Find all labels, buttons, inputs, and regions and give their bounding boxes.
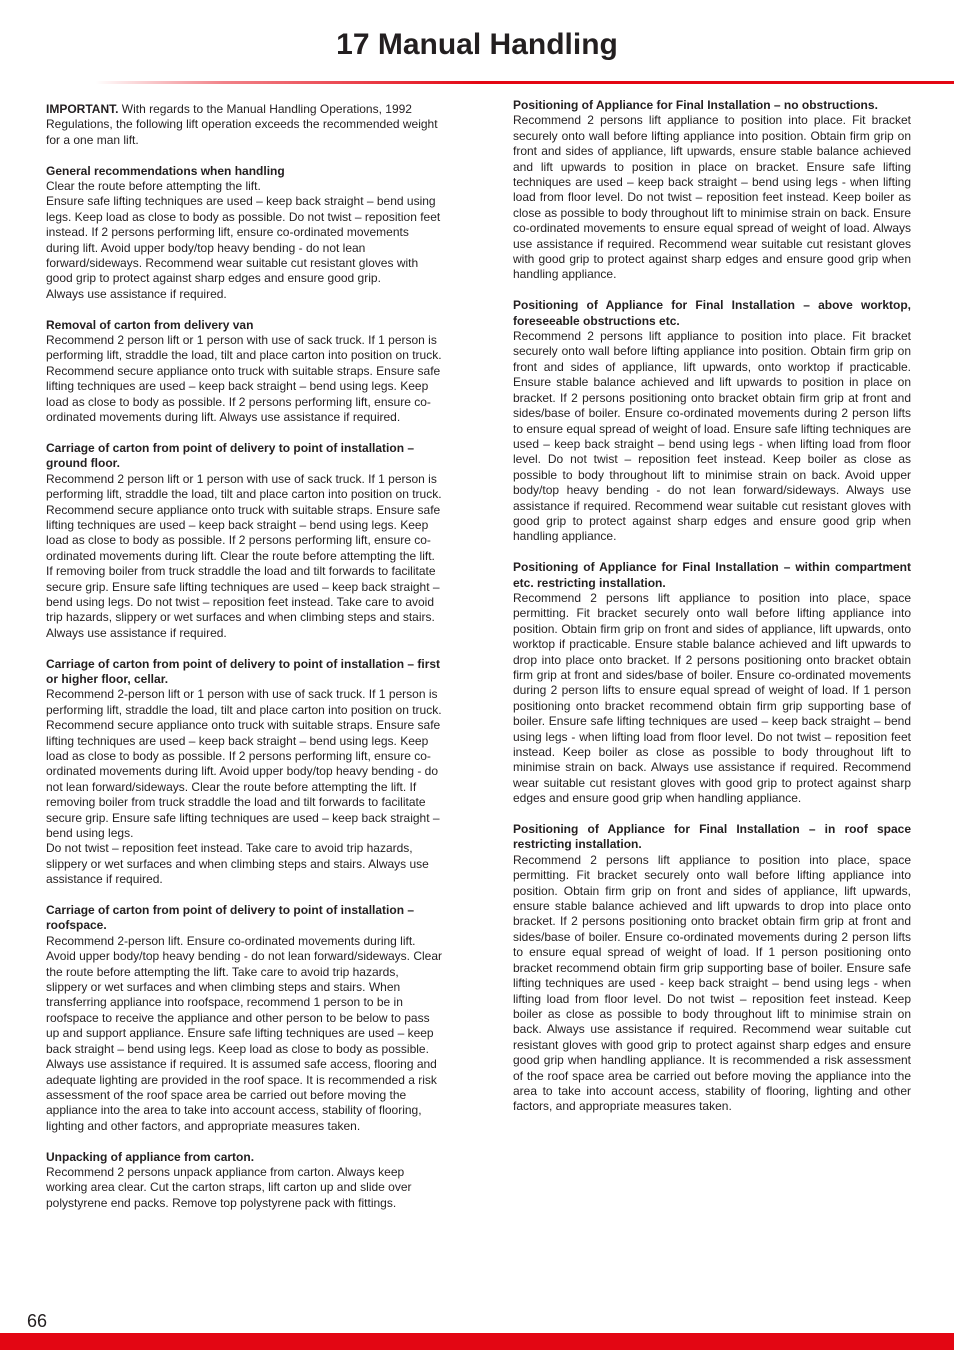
section-body: Recommend 2 persons lift appliance to position into place. Fit bracket securely onto wall before lifting appliance into position. Obtain firm grip on front and sides of appliance, lift upwards, ensure stable balance achieved and lift upwards to position in place on bracket. Ensure safe lifting techniques are used – keep back straight – bend using legs - when lifting load from floor level. Do not twist – reposition feet instead. Keep boiler as close as possible to body throughout lift to minimise strain on back. Ensure co-ordinated movements to ensure equal spread of weight of load. Always use assistance if required. Recommend wear suitable cut resistant gloves with good grip to protect against sharp edges and ensure good grip when handling appliance. xyxy=(513,113,911,282)
page-number: 66 xyxy=(27,1311,48,1331)
section-general-recommendations xyxy=(46,164,443,303)
section-unpacking xyxy=(46,1150,443,1212)
section-carriage-first-floor xyxy=(46,657,443,888)
section-removal-from-van xyxy=(46,318,443,426)
section-heading: Carriage of carton from point of delivery to point of installation – roofspace. xyxy=(46,903,415,933)
section-above-worktop xyxy=(513,298,911,545)
section-roof-space xyxy=(513,822,911,1115)
section-heading: General recommendations when handling xyxy=(46,163,285,178)
section-heading: Positioning of Appliance for Final Installation – above worktop, foreseeable obstructions etc. xyxy=(513,298,911,328)
section-body: Recommend 2 persons unpack appliance from carton. Always keep working area clear. Cut the carton straps, lift carton up and slide over polystyrene end packs. Remove top polystyrene pack with fittings. xyxy=(46,1164,412,1210)
section-body: Recommend 2 persons lift appliance to position into place. Fit bracket securely onto wall before lifting appliance into position. Obtain firm grip on front and sides of appliance, lift upwards, onto worktop if practicable. Ensure stable balance achieved and lift upwards to position in place on bracket. If 2 persons positioning onto bracket obtain firm grip at front and sides/base of boiler. Ensure co-ordinated movements during 2 person lifts to ensure equal spread of weight of load. Ensure safe lifting techniques are used – keep back straight – bend using legs - when lifting load from floor level. Do not twist – reposition feet instead. Keep boiler as close as possible to body throughout lift to minimise strain on back. Avoid upper body/top heavy bending - do not lean forward/sideways. Always use assistance if required. Recommend wear suitable cut resistant gloves with good grip to protect against sharp edges and ensure good grip when handling appliance. xyxy=(513,329,911,544)
section-important xyxy=(46,102,443,148)
left-column xyxy=(46,102,443,1227)
section-body: With regards to the Manual Handling Operations, 1992 Regulations, the following lift operation exceeds the recommended weight for a one man lift. xyxy=(46,102,438,147)
page-title: 17 Manual Handling xyxy=(336,28,618,61)
right-column xyxy=(513,98,911,1130)
section-heading: Carriage of carton from point of delivery to point of installation – ground floor. xyxy=(46,440,415,471)
section-carriage-ground-floor xyxy=(46,441,443,641)
section-heading: Removal of carton from delivery van xyxy=(46,317,254,332)
section-body: Recommend 2 persons lift appliance to position into place, space permitting. Fit bracket securely onto wall before lifting appliance into position. Obtain firm grip on front and sides of appliance, lift upwards, ensure stable balance achieved and lift upwards to drop into place onto bracket. If 2 persons positioning onto bracket obtain firm grip at front and sides/base of boiler. Ensure co-ordinated movements during 2 person lifts to ensure equal spread of weight of load. If 1 person positioning onto bracket recommend obtain firm grip supporting base of boiler. Ensure safe lifting techniques are used - keep back straight – bend using legs - when lifting load from floor level. Do not twist – reposition feet instead. Keep boiler as close as possible to body throughout lift to minimise strain on back. Always use assistance if required. Recommend wear suitable cut resistant gloves with good grip to protect against sharp edges and ensure good grip when handling appliance. It is recommended a risk assessment of the roof space area be carried out before moving the appliance into the area to take into account access, stability of flooring, lighting and other factors, and appropriate measures taken. xyxy=(513,852,911,1114)
section-body: Recommend 2-person lift or 1 person with use of sack truck. If 1 person is performing lift, straddle the load, tilt and place carton into position on truck. Recommend secure appliance onto truck with suitable straps. Ensure safe lifting techniques are used – keep back straight – bend using legs. Keep load as close to body as possible. If 2 persons performing lift, ensure co-ordinated movements during lift. Avoid upper body/top heavy bending - do not lean forward/sideways. Clear the route before attempting the lift. If removing boiler from truck straddle the load and tilt forwards to facilitate secure grip. Ensure safe lifting techniques are used – keep back straight – bend using legs. Do not twist – reposition feet instead. Take care to avoid trip hazards, slippery or wet surfaces and when climbing steps and stairs. Always use assistance if required. xyxy=(46,687,442,887)
section-body: Recommend 2 person lift or 1 person with use of sack truck. If 1 person is performing lift, straddle the load, tilt and place carton into position on truck. Recommend secure appliance onto truck with suitable straps. Ensure safe lifting techniques are used – keep back straight – bend using legs. Keep load as close to body as possible. If 2 persons performing lift, ensure co-ordinated movements during lift. Clear the route before attempting the lift. If removing boiler from truck straddle the load and tilt forwards to facilitate secure grip. Ensure safe lifting techniques are used – keep back straight – bend using legs. Do not twist – reposition feet instead. Take care to avoid trip hazards, slippery or wet surfaces and when climbing steps and stairs. Always use assistance if required. xyxy=(46,471,442,640)
section-within-compartment xyxy=(513,560,911,807)
section-body: Recommend 2 person lift or 1 person with use of sack truck. If 1 person is performing lift, straddle the load, tilt and place carton into position on truck. Recommend secure appliance onto truck with suitable straps. Ensure safe lifting techniques are used – keep back straight – bend using legs. Keep load as close to body as possible. If 2 persons performing lift, ensure co-ordinated movements during lift. Always use assistance if required. xyxy=(46,333,442,425)
section-heading: Positioning of Appliance for Final Installation – in roof space restricting installation. xyxy=(513,822,911,852)
section-body: Recommend 2-person lift. Ensure co-ordinated movements during lift. Avoid upper body/top heavy bending - do not lean forward/sideways. Clear the route before attempting the lift. Take care to avoid trip hazards, slippery or wet surfaces and when climbing steps and stairs. When transferring appliance into roofspace, recommend 1 person to be in roofspace to receive the appliance and other person to be below to pass up and support appliance. Ensure safe lifting techniques are used – keep back straight – bend using legs. Keep load as close to body as possible. Always use assistance if required. It is assumed safe access, flooring and adequate lighting are provided in the roof space. It is recommended a risk assessment of the roof space area be carried out before moving the appliance into the area to take into account access, stability of flooring, lighting and other factors, and appropriate measures taken. xyxy=(46,933,443,1133)
section-no-obstructions xyxy=(513,98,911,283)
title-divider xyxy=(95,81,954,84)
section-heading: Positioning of Appliance for Final Installation – within compartment etc. restricting installation. xyxy=(513,560,911,590)
section-body: Recommend 2 persons lift appliance to position into place, space permitting. Fit bracket securely onto wall before lifting appliance into position. Obtain firm grip on front and sides of appliance, lift upwards, onto worktop if practicable. Ensure stable balance achieved and lift upwards to drop into place onto bracket. If 2 persons positioning onto bracket obtain firm grip at front and sides/base of boiler. Ensure co-ordinated movements during 2 person lifts to ensure equal spread of weight of load. If 1 person positioning onto bracket recommend obtain firm grip supporting base of boiler. Ensure safe lifting techniques are used – keep back straight – bend using legs - when lifting load from floor level. Do not twist – reposition feet instead. Keep boiler as close as possible to body throughout lift to minimise strain on back. Always use assistance if required. Recommend wear suitable cut resistant gloves with good grip to protect against sharp edges and ensure good grip when handling appliance. xyxy=(513,590,911,806)
section-heading: IMPORTANT. xyxy=(46,102,119,116)
section-heading: Carriage of carton from point of delivery to point of installation – first or higher floor, cellar. xyxy=(46,656,441,686)
footer-bar xyxy=(0,1333,954,1350)
section-heading: Positioning of Appliance for Final Installation – no obstructions. xyxy=(513,98,878,112)
section-body: Clear the route before attempting the lift. Ensure safe lifting techniques are used – keep back straight – bend using legs. Keep load as close to body as possible. Do not twist – reposition feet instead. If 2 persons performing lift, ensure co-ordinated movements during lift. Avoid upper body/top heavy bending - do not lean forward/sideways. Recommend wear suitable cut resistant gloves with good grip to protect against sharp edges and ensure good grip. Always use assistance if required. xyxy=(46,179,441,301)
section-carriage-roofspace xyxy=(46,903,443,1134)
section-heading: Unpacking of appliance from carton. xyxy=(46,1149,255,1164)
